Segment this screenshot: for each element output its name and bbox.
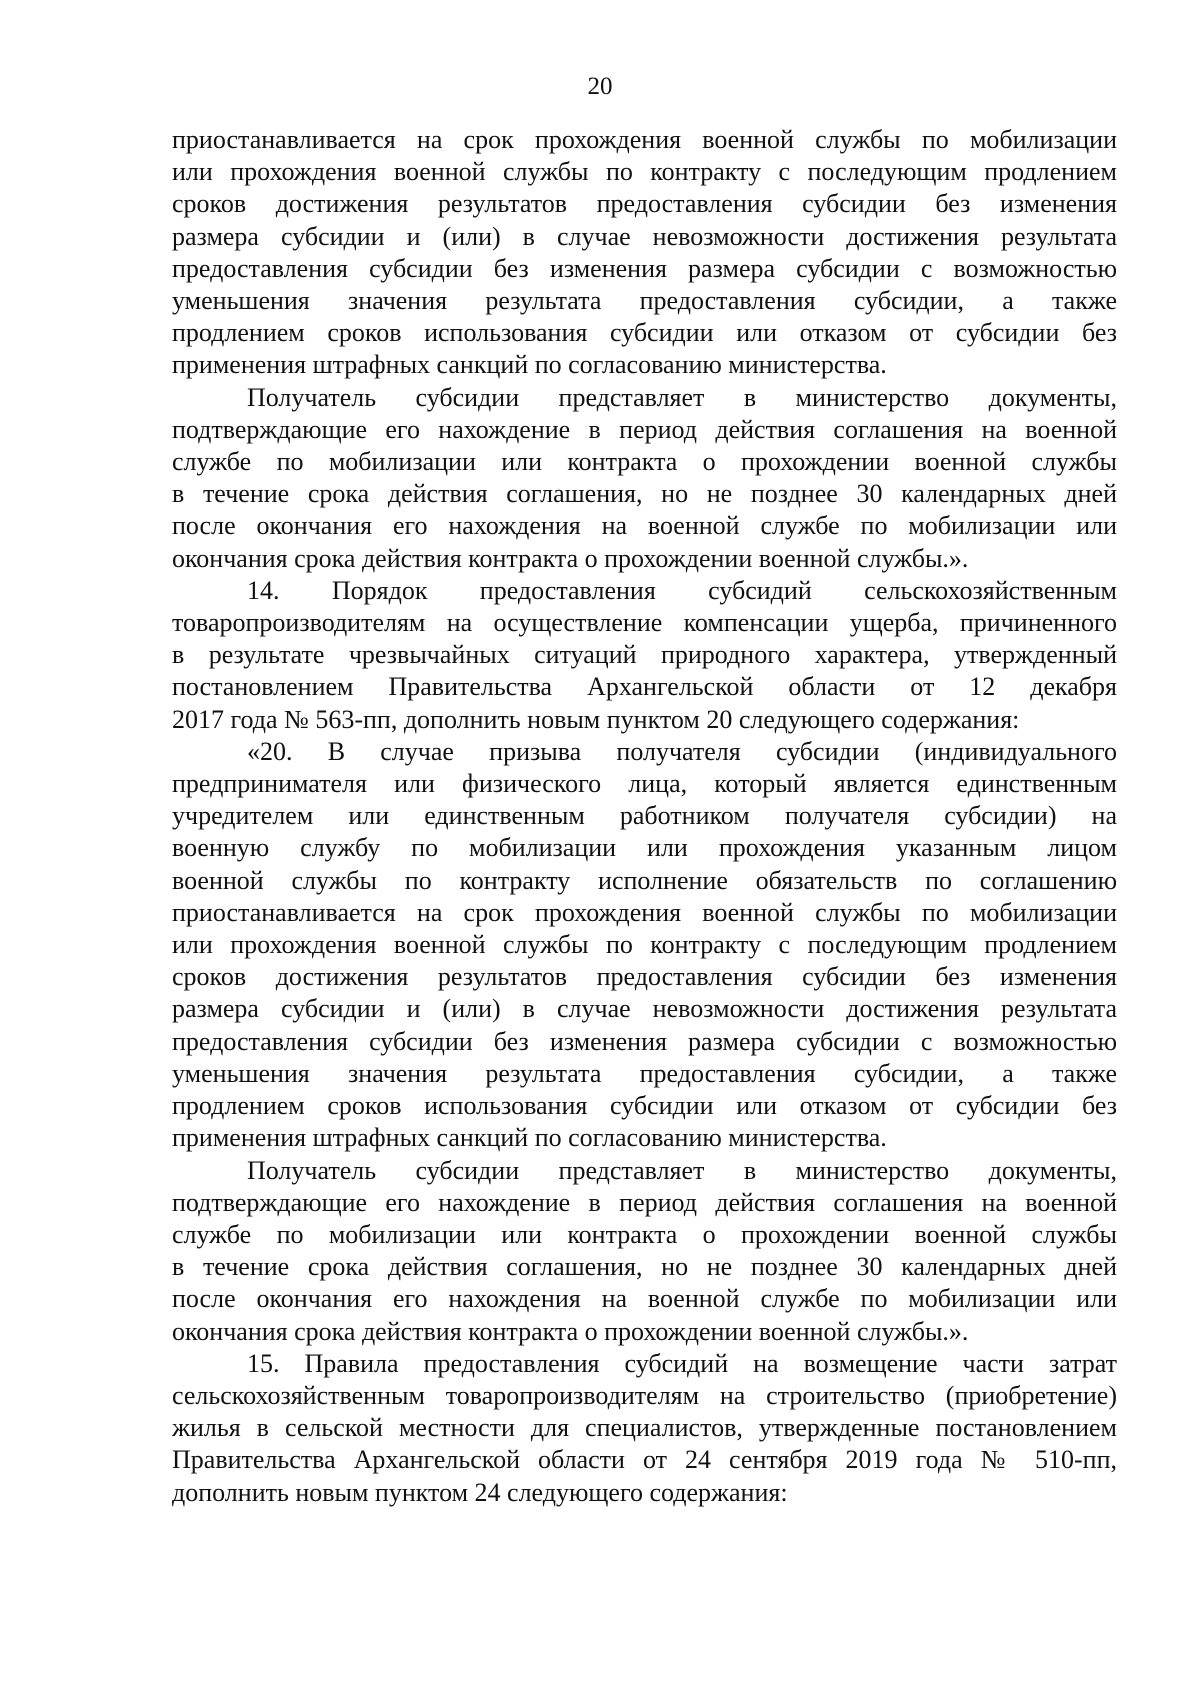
text-line: после окончания его нахождения на военной службе по мобилизации или: [172, 1284, 1117, 1314]
text-line: в течение срока действия соглашения, но не позднее 30 календарных дней: [172, 1252, 1117, 1282]
paragraph: [172, 1155, 1117, 1348]
text-line: продлением сроков использования субсидии или отказом от субсидии без: [172, 318, 1117, 348]
text-line: или прохождения военной службы по контракту с последующим продлением: [172, 157, 1117, 187]
text-line: жилья в сельской местности для специалистов, утвержденные постановлением: [172, 1413, 1117, 1443]
text-line: учредителем или единственным работником получателя субсидии) на: [172, 801, 1117, 831]
text-line: Получатель субсидии представляет в министерство документы,: [247, 382, 1117, 412]
text-line: дополнить новым пунктом 24 следующего содержания:: [172, 1477, 788, 1507]
text-line: предоставления субсидии без изменения размера субсидии с возможностью: [172, 1026, 1117, 1056]
text-line: или прохождения военной службы по контракту с последующим продлением: [172, 930, 1117, 960]
text-line: применения штрафных санкций по согласованию министерства.: [172, 350, 887, 380]
paragraph: [172, 736, 1117, 1155]
paragraph: [172, 575, 1117, 736]
text-line: применения штрафных санкций по согласованию министерства.: [172, 1123, 887, 1153]
text-line: подтверждающие его нахождение в период действия соглашения на военной: [172, 1187, 1117, 1217]
text-line: 14. Порядок предоставления субсидий сельскохозяйственным: [247, 575, 1117, 605]
text-line: 15. Правила предоставления субсидий на возмещение части затрат: [247, 1348, 1117, 1378]
text-line: службе по мобилизации или контракта о прохождении военной службы: [172, 447, 1117, 477]
text-line: Получатель субсидии представляет в министерство документы,: [247, 1155, 1117, 1185]
page-number: 20: [587, 73, 613, 100]
text-line: после окончания его нахождения на военной службе по мобилизации или: [172, 511, 1117, 541]
text-line: военную службу по мобилизации или прохождения указанным лицом: [172, 833, 1117, 863]
text-line: сроков достижения результатов предоставления субсидии без изменения: [172, 962, 1117, 992]
paragraph: [172, 1348, 1117, 1509]
text-line: уменьшения значения результата предоставления субсидии, а также: [172, 1058, 1117, 1088]
text-line: службе по мобилизации или контракта о прохождении военной службы: [172, 1219, 1117, 1249]
text-line: Правительства Архангельской области от 24 сентября 2019 года № 510-пп,: [172, 1445, 1117, 1475]
text-line: в результате чрезвычайных ситуаций природного характера, утвержденный: [172, 640, 1117, 670]
text-line: приостанавливается на срок прохождения военной службы по мобилизации: [172, 125, 1117, 154]
text-line: сроков достижения результатов предоставления субсидии без изменения: [172, 189, 1117, 219]
text-line: военной службы по контракту исполнение обязательств по соглашению: [172, 865, 1117, 895]
document-body: [172, 124, 1117, 1509]
paragraph: [172, 124, 1117, 382]
text-line: предоставления субсидии без изменения размера субсидии с возможностью: [172, 253, 1117, 283]
text-line: подтверждающие его нахождение в период действия соглашения на военной: [172, 414, 1117, 444]
paragraph: [172, 382, 1117, 575]
text-line: в течение срока действия соглашения, но не позднее 30 календарных дней: [172, 479, 1117, 509]
text-line: «20. В случае призыва получателя субсидии (индивидуального: [247, 736, 1117, 766]
text-line: постановлением Правительства Архангельской области от 12 декабря: [172, 672, 1117, 702]
text-line: предпринимателя или физического лица, который является единственным: [172, 769, 1117, 799]
text-line: сельскохозяйственным товаропроизводителям на строительство (приобретение): [172, 1380, 1117, 1410]
text-line: размера субсидии и (или) в случае невозможности достижения результата: [172, 994, 1117, 1024]
text-line: окончания срока действия контракта о прохождении военной службы.».: [172, 1316, 969, 1346]
text-line: товаропроизводителям на осуществление компенсации ущерба, причиненного: [172, 608, 1117, 638]
text-line: продлением сроков использования субсидии или отказом от субсидии без: [172, 1091, 1117, 1121]
text-line: уменьшения значения результата предоставления субсидии, а также: [172, 286, 1117, 316]
text-line: окончания срока действия контракта о прохождении военной службы.».: [172, 543, 969, 573]
text-line: приостанавливается на срок прохождения военной службы по мобилизации: [172, 897, 1117, 927]
text-line: 2017 года № 563-пп, дополнить новым пунктом 20 следующего содержания:: [172, 704, 1020, 734]
text-line: размера субсидии и (или) в случае невозможности достижения результата: [172, 221, 1117, 251]
